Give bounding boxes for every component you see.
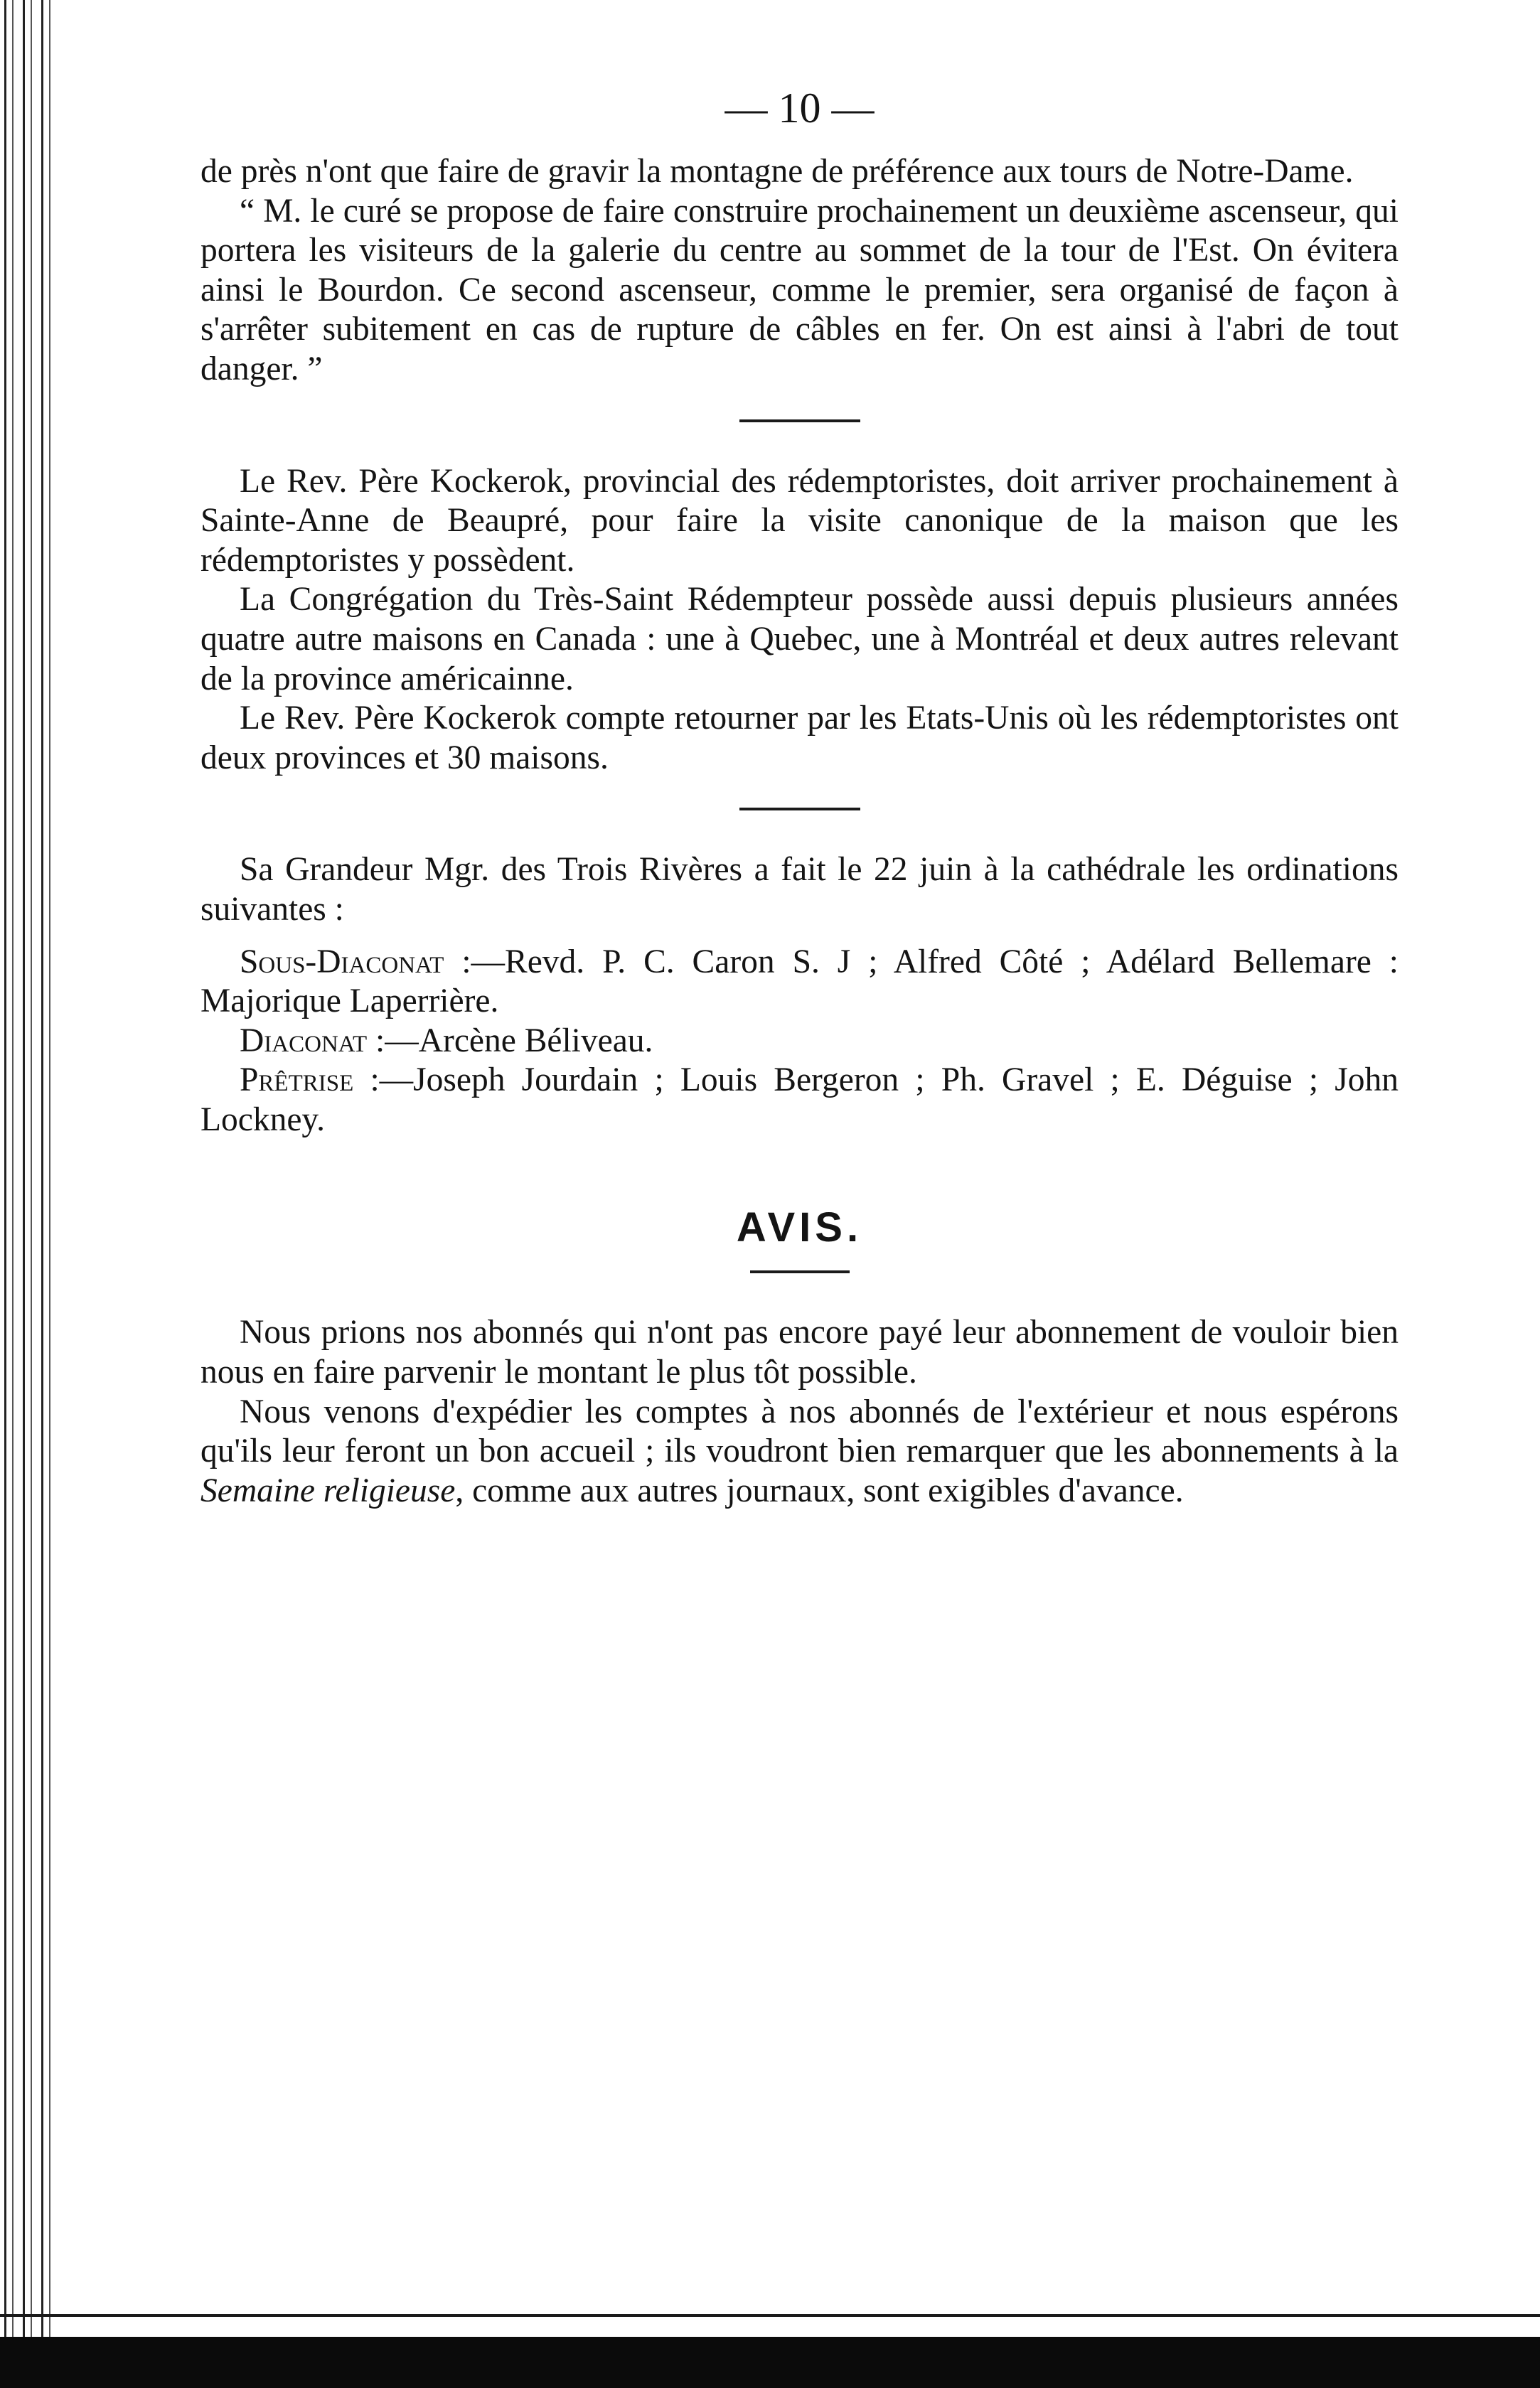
paragraph-avis-comptes — [200, 1393, 1399, 1511]
section-divider — [739, 808, 860, 810]
ordination-pretrise: Prêtrise :—Joseph Jourdain ; Louis Bergeron ; Ph. Gravel ; E. Déguise ; John Lockney. — [200, 1061, 1399, 1138]
ordination-sous-diaconat: Sous-Diaconat :—Revd. P. C. Caron S. J ; Alfred Côté ; Adélard Bellemare : Majorique Laperrière. — [200, 943, 1399, 1020]
diaconat-names: Arcène Béliveau. — [418, 1022, 653, 1059]
paragraph-notre-dame: de près n'ont que faire de gravir la montagne de préférence aux tours de Notre-Dame. — [200, 153, 1354, 190]
ordination-diaconat: Diaconat :—Arcène Béliveau. — [240, 1022, 653, 1059]
bottom-rule — [0, 2314, 1540, 2317]
sous-diaconat-names: Revd. P. C. Caron S. J ; Alfred Côté ; Adélard Bellemare : Majorique Laperrière. — [200, 943, 1399, 1020]
avis-comptes-end: , comme aux autres journaux, sont exigibles d'avance. — [455, 1472, 1184, 1509]
paragraph-kockerok-visite: Le Rev. Père Kockerok, provincial des rédemptoristes, doit arriver prochainement à Sainte-Anne de Beaupré, pour faire la visite canonique de la maison que les rédemptoristes y possèdent. — [200, 462, 1399, 579]
pretrise-label: Prêtrise — [240, 1061, 354, 1099]
page-number: — 10 — — [724, 85, 875, 132]
scan-bottom-band — [0, 2337, 1540, 2388]
avis-comptes-text: Nous venons d'expédier les comptes à nos abonnés de l'extérieur et nous espérons qu'ils leur feront un bon accueil ; ils voudront bien remarquer que les abonnements à la — [200, 1393, 1399, 1470]
pretrise-names: Joseph Jourdain ; Louis Bergeron ; Ph. Gravel ; E. Déguise ; John Lockney. — [200, 1061, 1399, 1138]
section-divider — [739, 419, 860, 422]
paragraph-ordinations-intro: Sa Grandeur Mgr. des Trois Rivères a fait le 22 juin à la cathédrale les ordinations suivantes : — [200, 851, 1399, 928]
paragraph-ascenseur: “ M. le curé se propose de faire construire prochainement un deuxième ascenseur, qui portera les visiteurs de la galerie du centre au sommet de la tour de l'Est. On évitera ainsi le Bourdon. Ce second ascenseur, comme le premier, sera organisé de façon à s'arrêter subitement en cas de rupture de câbles en fer. On est ainsi à l'abri de tout danger. ” — [200, 192, 1399, 387]
sous-diaconat-label: Sous-Diaconat — [240, 943, 444, 980]
section-divider — [750, 1270, 850, 1273]
paragraph-kockerok-retour: Le Rev. Père Kockerok compte retourner par les Etats-Unis où les rédemptoristes ont deux provinces et 30 maisons. — [200, 700, 1399, 776]
diaconat-label: Diaconat — [240, 1022, 368, 1059]
paragraph-avis-abonnement: Nous prions nos abonnés qui n'ont pas encore payé leur abonnement de vouloir bien nous en faire parvenir le montant le plus tôt possible. — [200, 1314, 1399, 1391]
paragraph-congregation: La Congrégation du Très-Saint Rédempteur possède aussi depuis plusieurs années quatre autre maisons en Canada : une à Quebec, une à Montréal et deux autres relevant de la province américainne. — [200, 581, 1399, 697]
semaine-religieuse-title: Semaine religieuse — [200, 1472, 456, 1509]
page-content — [200, 80, 1399, 1511]
binding-edge — [0, 0, 55, 2388]
avis-heading: AVIS. — [736, 1204, 863, 1251]
